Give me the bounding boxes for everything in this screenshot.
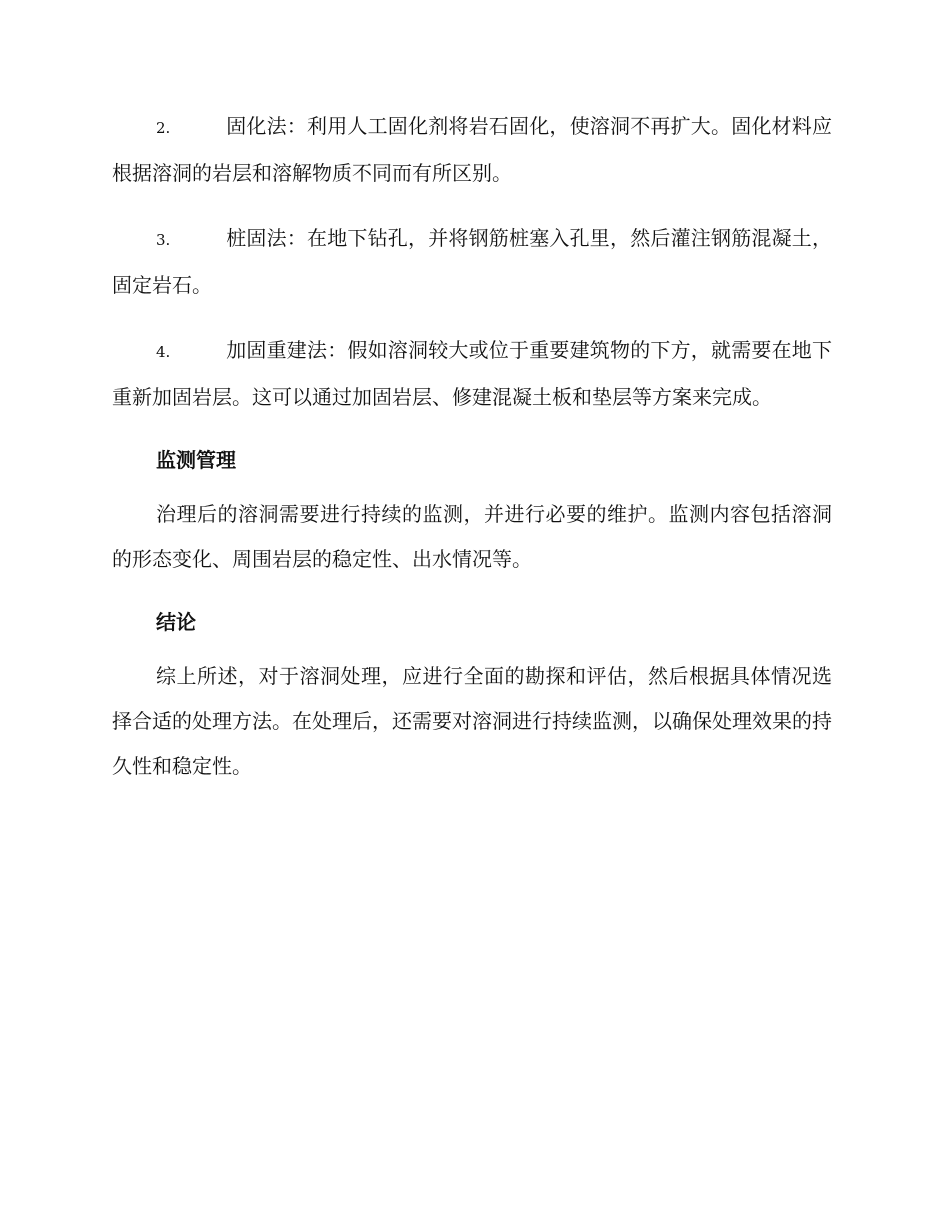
list-item (112, 104, 832, 196)
list-item (112, 328, 832, 420)
list-item-text: 固化法：利用人工固化剂将岩石固化，使溶洞不再扩大。固化材料应根据溶洞的岩层和溶解物质不同而有所区别。 (112, 114, 832, 185)
list-item-text: 桩固法：在地下钻孔，并将钢筋桩塞入孔里，然后灌注钢筋混凝土，固定岩石。 (112, 226, 832, 297)
list-item-number: 4. (156, 343, 171, 361)
list-item-text: 加固重建法：假如溶洞较大或位于重要建筑物的下方，就需要在地下重新加固岩层。这可以通过加固岩层、修建混凝土板和垫层等方案来完成。 (112, 338, 832, 409)
list-item-number: 3. (156, 231, 171, 249)
section-heading-monitoring: 监测管理 (156, 448, 236, 472)
list-item-number: 2. (156, 119, 171, 137)
list-item (112, 216, 832, 308)
paragraph-conclusion: 综上所述，对于溶洞处理，应进行全面的勘探和评估，然后根据具体情况选择合适的处理方法。在处理后，还需要对溶洞进行持续监测，以确保处理效果的持久性和稳定性。 (112, 664, 832, 778)
section-heading-conclusion: 结论 (156, 610, 196, 634)
paragraph-monitoring: 治理后的溶洞需要进行持续的监测，并进行必要的维护。监测内容包括溶洞的形态变化、周围岩层的稳定性、出水情况等。 (112, 502, 832, 571)
